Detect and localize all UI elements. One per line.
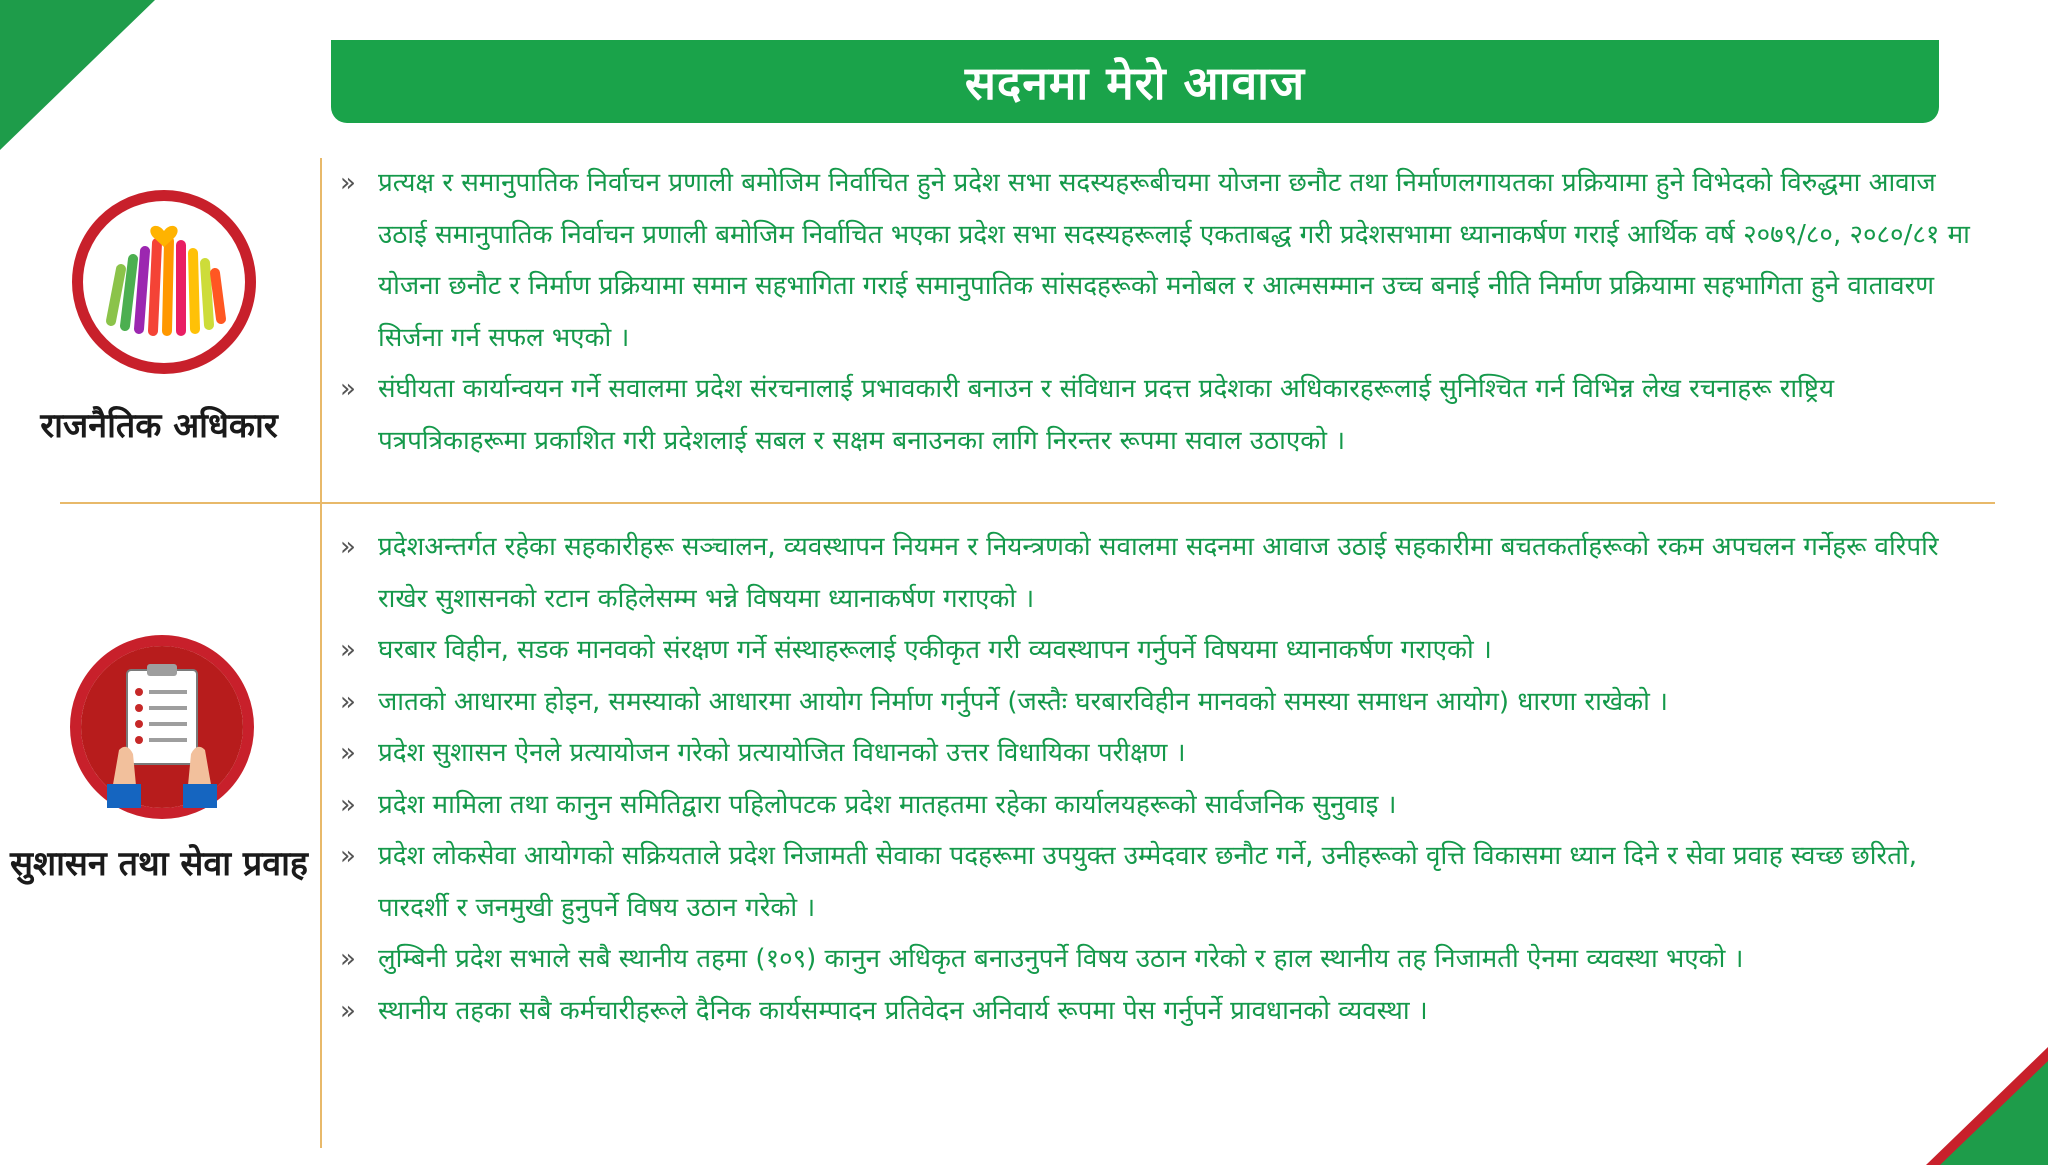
- raised-hands-icon: [72, 190, 256, 374]
- good-governance-list: [340, 522, 1975, 1037]
- vertical-divider: [320, 158, 322, 1148]
- list-item: » प्रदेश लोकसेवा आयोगको सक्रियताले प्रदेश निजामती सेवाका पदहरूमा उपयुक्त उम्मेदवार छनौट गर्ने, उनीहरूको वृत्ति विकासमा ध्यान दिने र सेवा प्रवाह स्वच्छ छरितो, पारदर्शी र जनमुखी हुनुपर्ने विषय उठान गरेको ।: [340, 831, 1975, 934]
- bullet-marker: »: [340, 635, 356, 665]
- list-item: » घरबार विहीन, सडक मानवको संरक्षण गर्ने संस्थाहरूलाई एकीकृत गरी व्यवस्थापन गर्नुपर्ने विषयमा ध्यानाकर्षण गराएको ।: [340, 625, 1975, 677]
- bullet-marker: »: [340, 789, 356, 820]
- bullet-marker: »: [340, 374, 356, 404]
- list-item: » जातको आधारमा होइन, समस्याको आधारमा आयोग निर्माण गर्नुपर्ने (जस्तैः घरबारविहीन मानवको समस्या समाधन आयोग) धारणा राखेको ।: [340, 677, 1975, 729]
- section-label-good-governance: सुशासन तथा सेवा प्रवाह: [10, 844, 308, 884]
- bullet-marker: »: [340, 686, 356, 717]
- page-title: सदनमा मेरो आवाज: [964, 55, 1306, 110]
- list-item: » प्रदेशअन्तर्गत रहेका सहकारीहरू सञ्चालन, व्यवस्थापन नियमन र नियन्त्रणको सवालमा सदनमा आवाज उठाई सहकारीमा बचतकर्ताहरूको रकम अपचलन गर्नेहरू वरिपरि राखेर सुशासनको रटान कहिलेसम्म भन्ने विषयमा ध्यानाकर्षण गराएको ।: [340, 522, 1975, 625]
- clipboard-checklist-icon: [70, 635, 254, 819]
- bullet-marker: »: [340, 944, 356, 974]
- list-item: » प्रत्यक्ष र समानुपातिक निर्वाचन प्रणाली बमोजिम निर्वाचित हुने प्रदेश सभा सदस्यहरूबीचमा योजना छनौट तथा निर्माणलगायतका प्रक्रियामा हुने विभेदको विरुद्धमा आवाज उठाई समानुपातिक निर्वाचन प्रणाली बमोजिम निर्वाचित भएका प्रदेश सभा सदस्यहरूलाई एकताबद्ध गरी प्रदेशसभामा ध्यानाकर्षण गराई आर्थिक वर्ष २०७९/८०, २०८०/८१ मा योजना छनौट र निर्माण प्रक्रियामा समान सहभागिता गराई समानुपातिक सांसदहरूको मनोबल र आत्मसम्मान उच्च बनाई नीति निर्माण प्रक्रियामा सहभागिता हुने वातावरण सिर्जना गर्न सफल भएको ।: [340, 158, 1975, 364]
- bullet-marker: »: [340, 168, 356, 198]
- bullet-marker: »: [340, 995, 356, 1026]
- corner-decoration-bottom-right-green: [1940, 1061, 2048, 1165]
- title-banner: [331, 40, 1939, 123]
- list-item: » प्रदेश मामिला तथा कानुन समितिद्वारा पहिलोपटक प्रदेश मातहतमा रहेका कार्यालयहरूको सार्वजनिक सुनुवाइ ।: [340, 780, 1975, 832]
- section-divider: [60, 502, 1995, 504]
- list-item: » लुम्बिनी प्रदेश सभाले सबै स्थानीय तहमा (१०९) कानुन अधिकृत बनाउनुपर्ने विषय उठान गरेको र हाल स्थानीय तह निजामती ऐनमा व्यवस्था भएको ।: [340, 934, 1975, 986]
- section-label-political-rights: राजनैतिक अधिकार: [40, 406, 278, 446]
- political-rights-list: [340, 158, 1975, 467]
- corner-decoration-top-left: [0, 0, 155, 150]
- list-item: » प्रदेश सुशासन ऐनले प्रत्यायोजन गरेको प्रत्यायोजित विधानको उत्तर विधायिका परीक्षण ।: [340, 728, 1975, 780]
- bullet-marker: »: [340, 738, 356, 768]
- list-item: » स्थानीय तहका सबै कर्मचारीहरूले दैनिक कार्यसम्पादन प्रतिवेदन अनिवार्य रूपमा पेस गर्नुपर्ने प्रावधानको व्यवस्था ।: [340, 986, 1975, 1038]
- bullet-marker: »: [340, 841, 356, 871]
- bullet-marker: »: [340, 532, 356, 562]
- list-item: » संघीयता कार्यान्वयन गर्ने सवालमा प्रदेश संरचनालाई प्रभावकारी बनाउन र संविधान प्रदत्त प्रदेशका अधिकारहरूलाई सुनिश्चित गर्न विभिन्न लेख रचनाहरू राष्ट्रिय पत्रपत्रिकाहरूमा प्रकाशित गरी प्रदेशलाई सबल र सक्षम बनाउनका लागि निरन्तर रूपमा सवाल उठाएको ।: [340, 364, 1975, 467]
